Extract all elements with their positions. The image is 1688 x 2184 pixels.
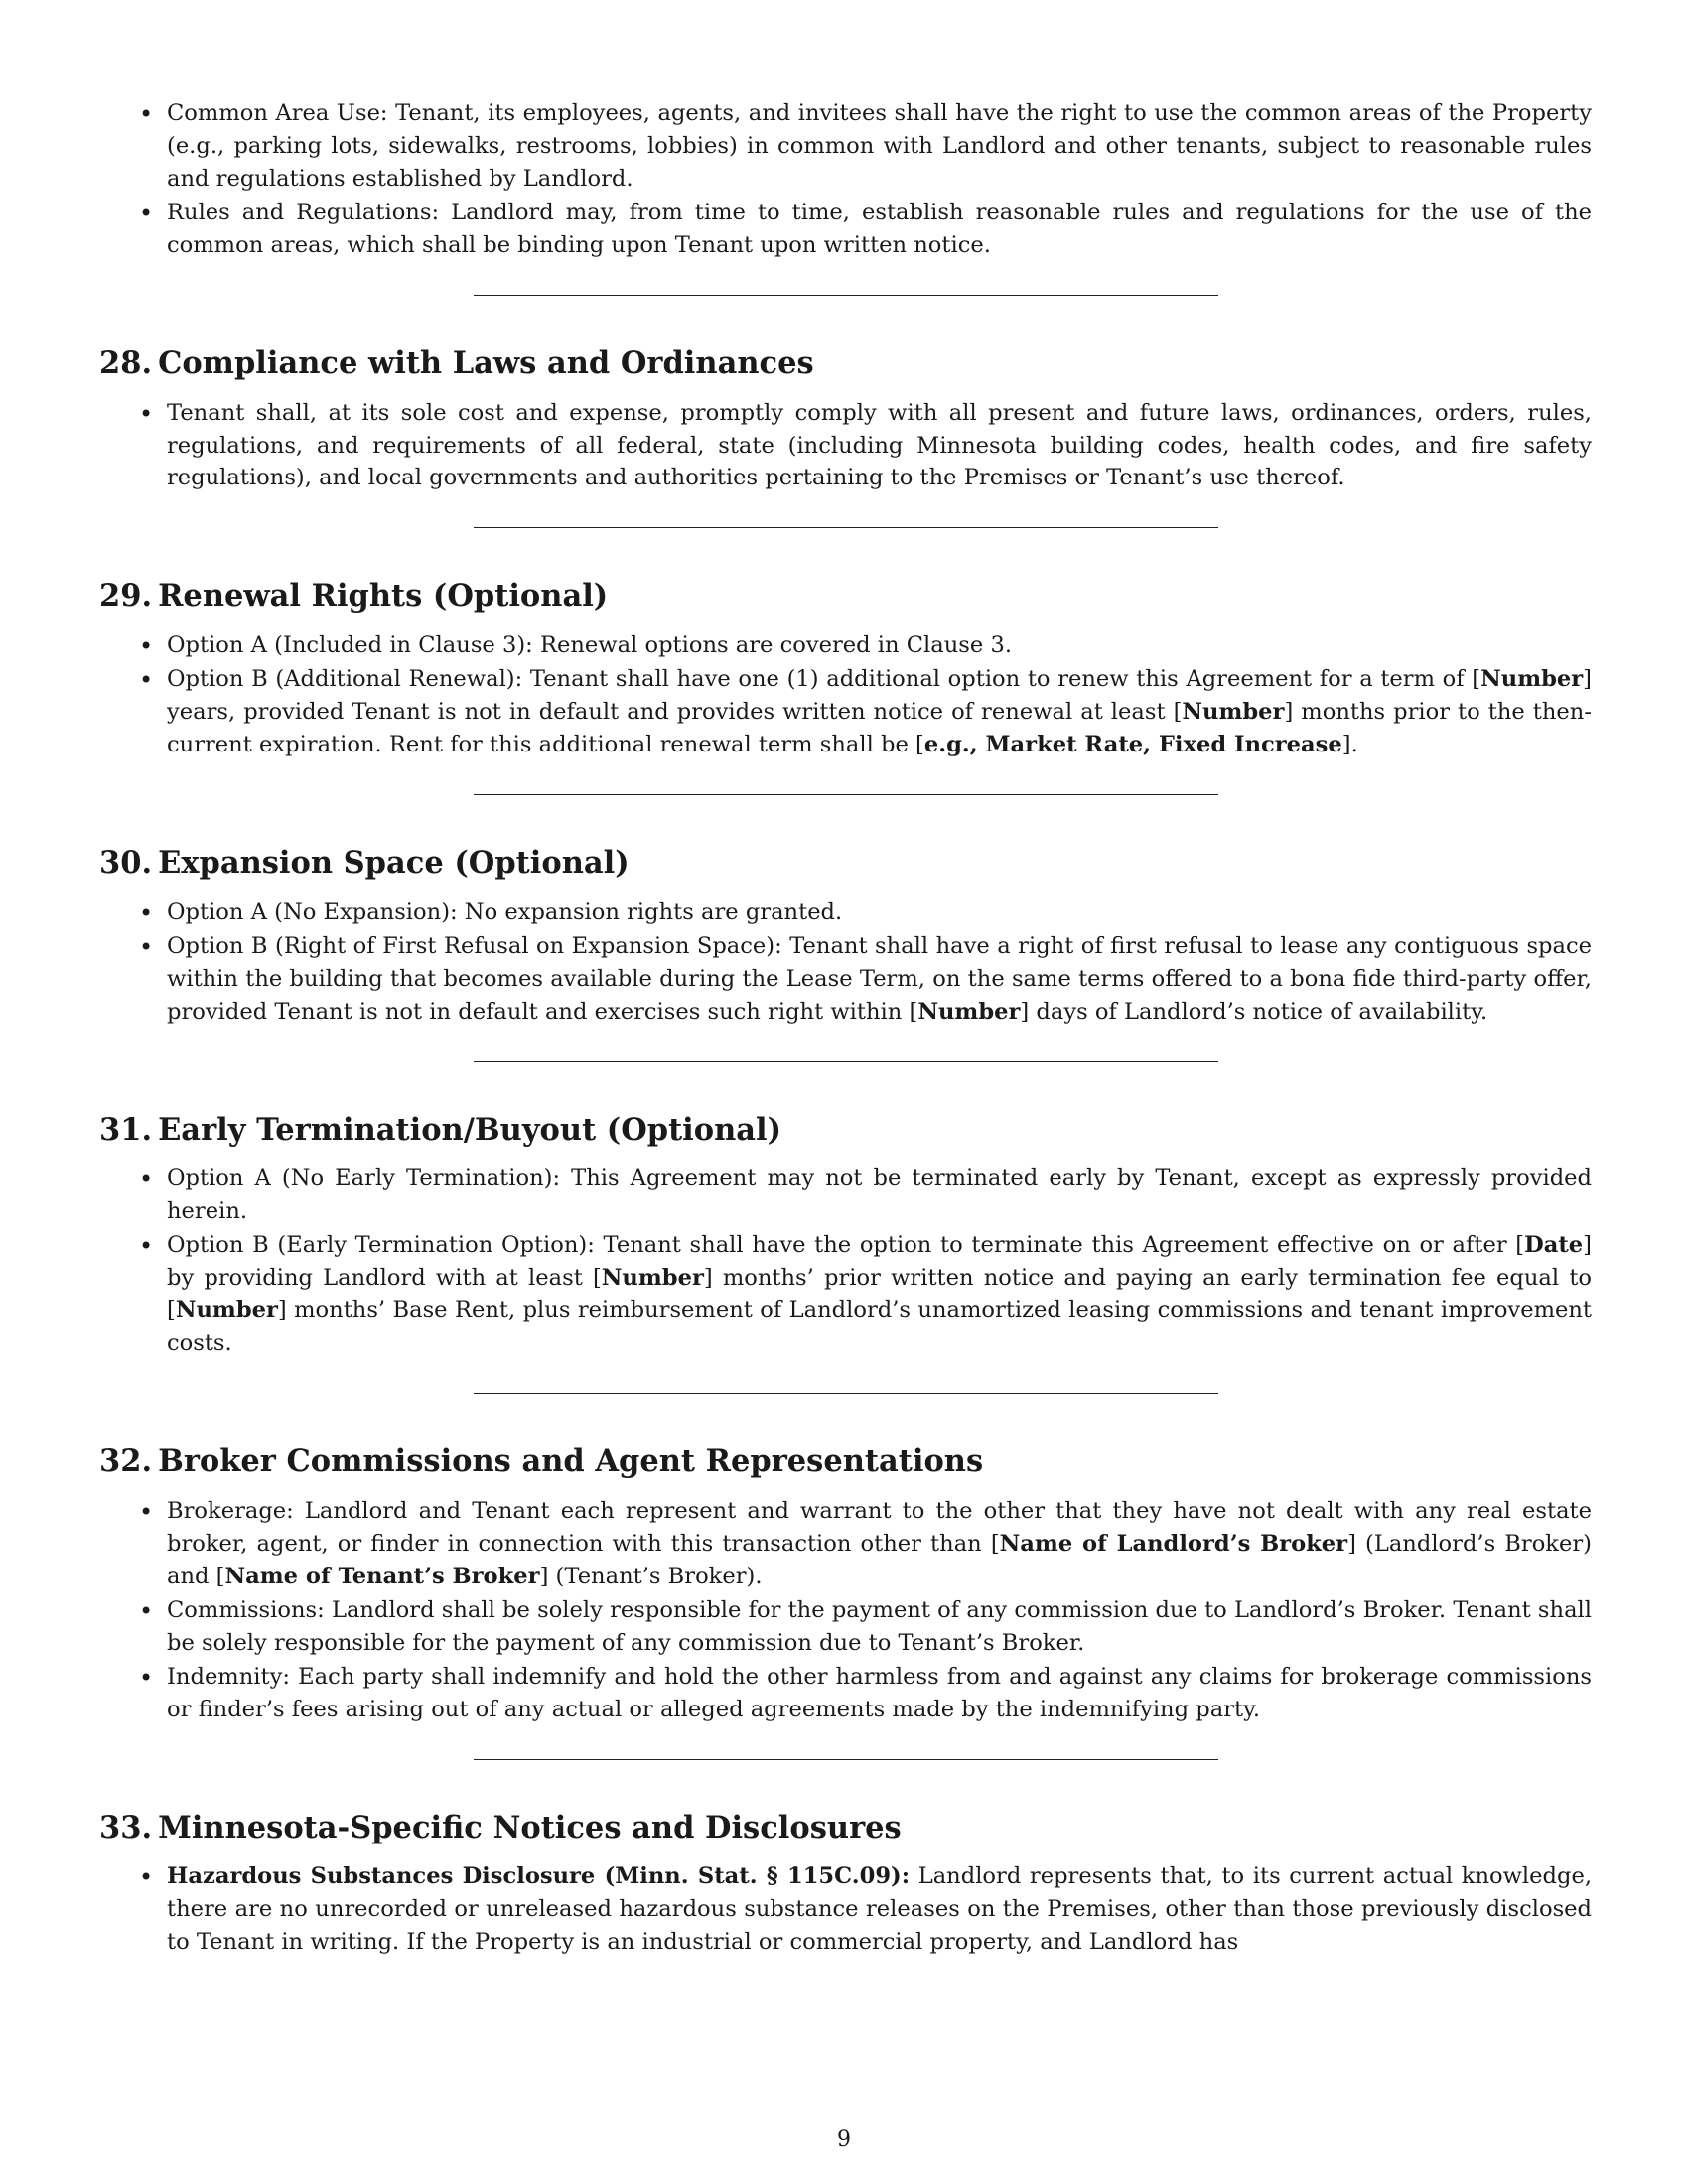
- clause-text: ] by providing Landlord with at least [: [167, 1232, 1592, 1292]
- intro-bullet-list: [99, 97, 1592, 262]
- section-number: 31.: [99, 1111, 153, 1148]
- clause-section: [99, 345, 1592, 495]
- clause-bullet-list: [99, 1162, 1592, 1360]
- section-heading: [99, 1112, 1592, 1149]
- placeholder-field: Number: [1480, 666, 1584, 693]
- list-item: [167, 1229, 1592, 1360]
- page-number: 9: [837, 2127, 851, 2152]
- list-item: [167, 663, 1592, 761]
- clause-text: Option B (Early Termination Option): Tenant shall have the option to terminate this Agreement effective on or after [: [167, 1232, 1525, 1259]
- clause-text: ] months prior to the then-current expiration. Rent for this additional renewal term shall be [: [167, 699, 1592, 758]
- clause-text: Option A (Included in Clause 3): Renewal options are covered in Clause 3.: [167, 632, 1013, 659]
- section-title-text: Compliance with Laws and Ordinances: [158, 344, 814, 381]
- clause-text: Option B (Right of First Refusal on Expansion Space): Tenant shall have a right of first refusal to lease any contiguous space within the building that becomes available during the Lease Term, on the same terms offered to a bona fide third-party offer, provided Tenant is not in default and exercises such right within [: [167, 932, 1592, 1024]
- placeholder-field: Number: [601, 1265, 704, 1292]
- clause-text: Option A (No Expansion): No expansion rights are granted.: [167, 898, 843, 925]
- clause-bullet-list: [99, 896, 1592, 1028]
- placeholder-field: Name of Landlord’s Broker: [999, 1530, 1348, 1557]
- placeholder-field: Name of Tenant’s Broker: [224, 1563, 540, 1589]
- list-item: [167, 896, 1592, 929]
- section-number: 29.: [99, 578, 153, 614]
- clause-bullet-list: [99, 629, 1592, 761]
- list-item: [167, 629, 1592, 662]
- placeholder-field: Number: [175, 1297, 278, 1324]
- section-divider: [474, 1759, 1218, 1760]
- section-divider: [474, 1061, 1218, 1062]
- section-divider: [474, 527, 1218, 528]
- placeholder-field: Number: [1182, 699, 1285, 726]
- clause-text: ] (Landlord’s Broker) and [: [167, 1530, 1592, 1589]
- section-title-text: Broker Commissions and Agent Representations: [158, 1443, 984, 1480]
- clause-text: Commissions: Landlord shall be solely responsible for the payment of any commission due to Landlord’s Broker. Tenant shall be solely responsible for the payment of any commission due to Tenant’s Broker.: [167, 1596, 1592, 1656]
- section-heading: [99, 578, 1592, 614]
- clause-text: ].: [1341, 732, 1358, 758]
- clause-text: Common Area Use: Tenant, its employees, agents, and invitees shall have the right to use the common areas of the Property (e.g., parking lots, sidewalks, restrooms, lobbies) in common with Landlord and other tenants, subject to reasonable rules and regulations established by Landlord.: [167, 100, 1592, 192]
- placeholder-field: e.g., Market Rate, Fixed Increase: [923, 732, 1342, 758]
- clause-section: [99, 845, 1592, 1028]
- clause-text: Rules and Regulations: Landlord may, from time to time, establish reasonable rules and regulations for the use of the common areas, which shall be binding upon Tenant upon written notice.: [167, 199, 1592, 258]
- sections-container: [99, 295, 1592, 1959]
- list-item: [167, 97, 1592, 196]
- clause-text: ] months’ prior written notice and paying an early termination fee equal to [: [167, 1265, 1592, 1324]
- placeholder-field: Number: [917, 998, 1021, 1024]
- placeholder-field: Hazardous Substances Disclosure (Minn. Stat. § 115C.09):: [167, 1863, 911, 1890]
- section-number: 33.: [99, 1809, 153, 1845]
- clause-text: Option A (No Early Termination): This Agreement may not be terminated early by Tenant, except as expressly provided herein.: [167, 1165, 1592, 1225]
- clause-text: ] days of Landlord’s notice of availability.: [1020, 998, 1488, 1024]
- placeholder-field: Date: [1524, 1232, 1584, 1259]
- clause-text: ] years, provided Tenant is not in default and provides written notice of renewal at least [: [167, 666, 1592, 726]
- list-item: [167, 1860, 1592, 1959]
- clause-text: Option B (Additional Renewal): Tenant shall have one (1) additional option to renew this Agreement for a term of [: [167, 666, 1481, 693]
- section-title-text: Minnesota-Specific Notices and Disclosures: [158, 1809, 902, 1845]
- section-heading: [99, 845, 1592, 882]
- clause-text: ] months’ Base Rent, plus reimbursement of Landlord’s unamortized leasing commissions and tenant improvement costs.: [167, 1297, 1592, 1357]
- clause-section: [99, 1810, 1592, 1960]
- list-item: [167, 1594, 1592, 1660]
- clause-bullet-list: [99, 1495, 1592, 1726]
- document-body: [99, 97, 1592, 1960]
- list-item: [167, 930, 1592, 1028]
- clause-section: [99, 1443, 1592, 1725]
- list-item: [167, 397, 1592, 495]
- list-item: [167, 1661, 1592, 1726]
- clause-text: ] (Tenant’s Broker).: [539, 1563, 763, 1589]
- section-divider: [474, 794, 1218, 795]
- list-item: [167, 1162, 1592, 1228]
- section-title-text: Early Termination/Buyout (Optional): [158, 1111, 782, 1148]
- list-item: [167, 1495, 1592, 1593]
- section-number: 28.: [99, 344, 153, 381]
- section-heading: [99, 1443, 1592, 1480]
- clause-text: Landlord represents that, to its current actual knowledge, there are no unrecorded or unreleased hazardous substance releases on the Premises, other than those previously disclosed to Tenant in writing. If the Property is an industrial or commercial property, and Landlord has: [167, 1863, 1593, 1956]
- clause-bullet-list: [99, 397, 1592, 495]
- section-title-text: Expansion Space (Optional): [158, 845, 630, 881]
- clause-section: [99, 578, 1592, 761]
- section-divider: [474, 1393, 1218, 1394]
- section-title-text: Renewal Rights (Optional): [158, 578, 609, 614]
- section-divider: [474, 295, 1218, 296]
- clause-text: Tenant shall, at its sole cost and expense, promptly comply with all present and future laws, ordinances, orders, rules, regulations, and requirements of all federal, state (including Minnesota building codes, health codes, and fire safety regulations), and local governments and authorities pertaining to the Premises or Tenant’s use thereof.: [167, 399, 1592, 491]
- section-heading: [99, 345, 1592, 382]
- section-number: 32.: [99, 1443, 153, 1480]
- clause-text: Indemnity: Each party shall indemnify and hold the other harmless from and against any claims for brokerage commissions or finder’s fees arising out of any actual or alleged agreements made by the indemnifying party.: [167, 1663, 1592, 1722]
- section-number: 30.: [99, 845, 153, 881]
- list-item: [167, 197, 1592, 262]
- clause-section: [99, 1112, 1592, 1361]
- clause-text: Brokerage: Landlord and Tenant each represent and warrant to the other that they have not dealt with any real estate broker, agent, or finder in connection with this transaction other than [: [167, 1497, 1592, 1557]
- clause-bullet-list: [99, 1860, 1592, 1959]
- section-heading: [99, 1810, 1592, 1846]
